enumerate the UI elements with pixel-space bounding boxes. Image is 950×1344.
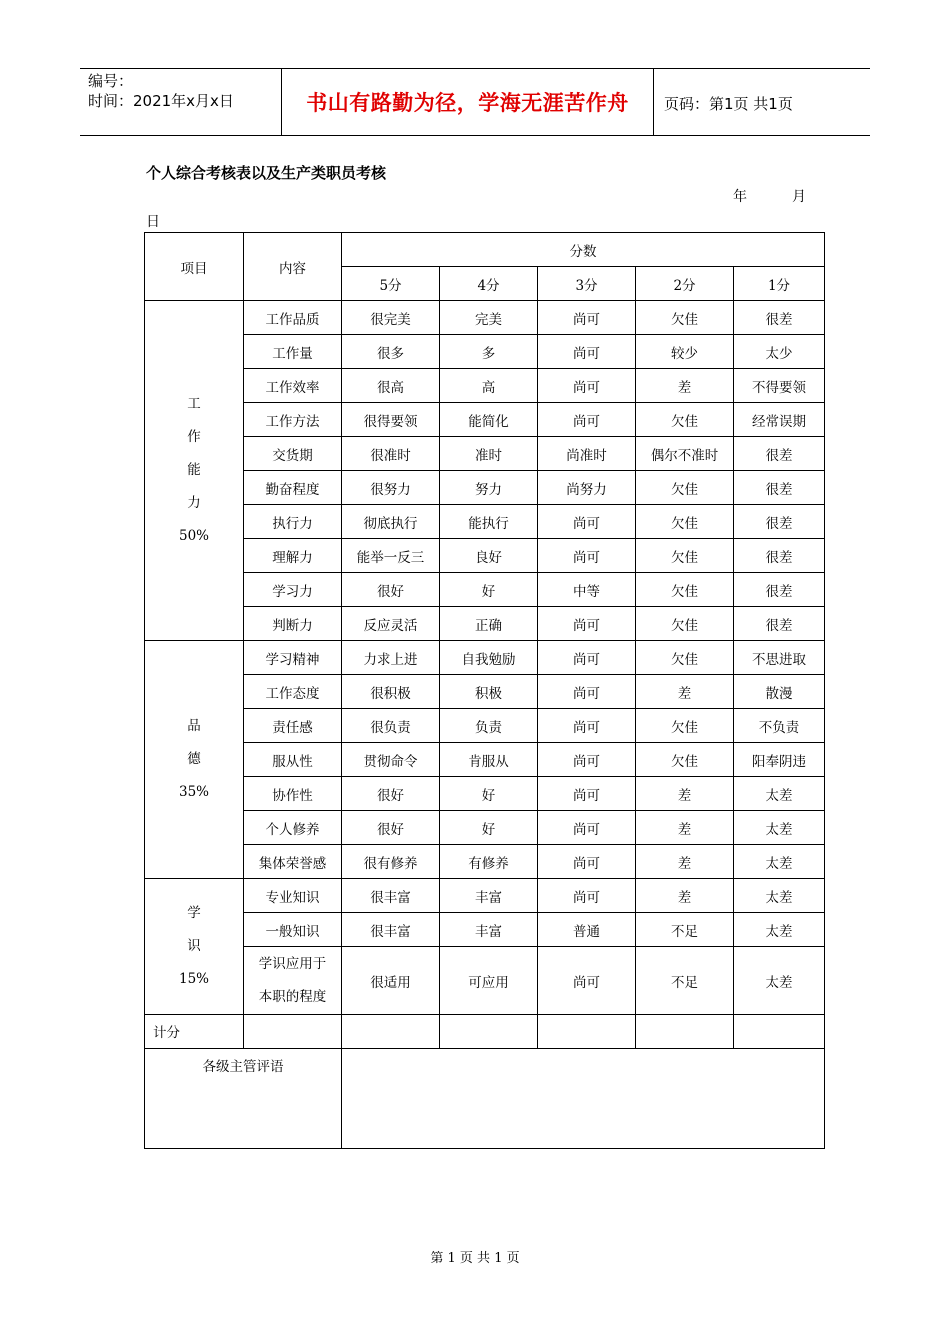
table-row: [145, 403, 825, 437]
page-header: [80, 68, 870, 136]
score-description: 尚可: [538, 369, 636, 403]
criterion-cell: 工作方法: [244, 403, 342, 437]
header-page-label: 页码：第1页 共1页: [664, 95, 793, 113]
score-description: 完美: [440, 301, 538, 335]
group-label-line: 50%: [178, 528, 209, 544]
score-description: 丰富: [440, 913, 538, 947]
score-description: 积极: [440, 675, 538, 709]
table-row: [145, 777, 825, 811]
comment-row: [145, 1049, 825, 1149]
group-label-line: 品: [187, 718, 201, 734]
score-description: 欠佳: [636, 709, 734, 743]
header-meta: [80, 69, 282, 135]
score-description: 力求上进: [342, 641, 440, 675]
criterion-cell: 服从性: [244, 743, 342, 777]
table-row: [145, 743, 825, 777]
table-row: [145, 641, 825, 675]
score-description: 尚可: [538, 335, 636, 369]
score-level-5: 5分: [342, 267, 440, 301]
score-description: 欠佳: [636, 743, 734, 777]
criterion-cell: 工作量: [244, 335, 342, 369]
table-row: [145, 437, 825, 471]
table-row: [145, 913, 825, 947]
criterion-cell: [244, 947, 342, 1015]
total-score-cell[interactable]: [244, 1015, 342, 1049]
score-description: 丰富: [440, 879, 538, 913]
group-label-line: 15%: [178, 971, 209, 987]
score-description: 太差: [734, 811, 825, 845]
score-description: 欠佳: [636, 573, 734, 607]
header-row-1: [145, 233, 825, 267]
score-level-4: 4分: [440, 267, 538, 301]
score-description: 不得要领: [734, 369, 825, 403]
total-score-cell[interactable]: [440, 1015, 538, 1049]
score-description: 太差: [734, 777, 825, 811]
score-description: 欠佳: [636, 301, 734, 335]
group-label: [145, 641, 244, 879]
group-label-line: 识: [187, 938, 201, 954]
score-description: 很差: [734, 573, 825, 607]
header-motto: 书山有路勤为径，学海无涯苦作舟: [282, 69, 654, 135]
score-description: 能执行: [440, 505, 538, 539]
score-description: 很努力: [342, 471, 440, 505]
criterion-cell: 协作性: [244, 777, 342, 811]
table-row: [145, 607, 825, 641]
score-description: 很差: [734, 301, 825, 335]
score-description: 尚可: [538, 607, 636, 641]
score-description: 很好: [342, 777, 440, 811]
score-description: 欠佳: [636, 505, 734, 539]
criterion-line: 学识应用于: [258, 955, 327, 972]
table-row: [145, 675, 825, 709]
criterion-cell: 判断力: [244, 607, 342, 641]
score-description: 欠佳: [636, 607, 734, 641]
col-header-score: 分数: [342, 233, 825, 267]
score-description: 尚可: [538, 777, 636, 811]
score-description: 努力: [440, 471, 538, 505]
score-description: 差: [636, 369, 734, 403]
group-label-line: 德: [187, 751, 201, 767]
comment-area[interactable]: [342, 1049, 825, 1149]
score-description: 负责: [440, 709, 538, 743]
criterion-cell: 学习力: [244, 573, 342, 607]
table-row: [145, 879, 825, 913]
group-label-line: 作: [187, 429, 201, 445]
table-row: [145, 369, 825, 403]
score-description: 差: [636, 777, 734, 811]
score-description: 很适用: [342, 947, 440, 1015]
criterion-cell: 交货期: [244, 437, 342, 471]
score-description: 欠佳: [636, 471, 734, 505]
score-description: 差: [636, 879, 734, 913]
criterion-cell: 责任感: [244, 709, 342, 743]
score-description: 很积极: [342, 675, 440, 709]
score-description: 太差: [734, 845, 825, 879]
score-description: 尚可: [538, 811, 636, 845]
criterion-cell: 工作品质: [244, 301, 342, 335]
score-description: 很得要领: [342, 403, 440, 437]
score-description: 良好: [440, 539, 538, 573]
score-description: 欠佳: [636, 641, 734, 675]
score-description: 散漫: [734, 675, 825, 709]
score-description: 差: [636, 845, 734, 879]
group-label-line: 35%: [178, 784, 209, 800]
score-description: 尚可: [538, 743, 636, 777]
score-description: 不思进取: [734, 641, 825, 675]
score-level-3: 3分: [538, 267, 636, 301]
score-description: 很丰富: [342, 879, 440, 913]
criterion-cell: 工作效率: [244, 369, 342, 403]
criterion-cell: 集体荣誉感: [244, 845, 342, 879]
total-row: [145, 1015, 825, 1049]
score-description: 尚可: [538, 505, 636, 539]
score-description: 好: [440, 573, 538, 607]
score-description: 有修养: [440, 845, 538, 879]
group-label-line: 力: [187, 495, 201, 511]
criterion-cell: 理解力: [244, 539, 342, 573]
table-row: [145, 709, 825, 743]
score-description: 太差: [734, 947, 825, 1015]
score-description: 很好: [342, 573, 440, 607]
score-description: 很丰富: [342, 913, 440, 947]
group-label-line: 学: [187, 905, 201, 921]
score-description: 好: [440, 811, 538, 845]
score-description: 差: [636, 811, 734, 845]
comment-label: 各级主管评语: [145, 1049, 342, 1149]
total-label: 计分: [145, 1015, 244, 1049]
score-description: 中等: [538, 573, 636, 607]
score-description: 不足: [636, 913, 734, 947]
col-header-content: 内容: [244, 233, 342, 301]
group-label-line: 能: [187, 462, 201, 478]
total-score-cell[interactable]: [342, 1015, 440, 1049]
score-description: 欠佳: [636, 403, 734, 437]
score-description: 很差: [734, 607, 825, 641]
col-header-item: 项目: [145, 233, 244, 301]
number-label: 编号：: [88, 72, 134, 90]
time-label: 时间：2021年x月x日: [88, 92, 234, 110]
score-description: 尚可: [538, 539, 636, 573]
score-description: 尚可: [538, 947, 636, 1015]
table-row: [145, 471, 825, 505]
total-score-cell[interactable]: [734, 1015, 825, 1049]
score-description: 欠佳: [636, 539, 734, 573]
score-description: 高: [440, 369, 538, 403]
table-row: [145, 301, 825, 335]
score-description: 尚可: [538, 403, 636, 437]
criterion-cell: 工作态度: [244, 675, 342, 709]
score-description: 尚可: [538, 845, 636, 879]
score-description: 很准时: [342, 437, 440, 471]
score-description: 尚努力: [538, 471, 636, 505]
score-description: 很差: [734, 539, 825, 573]
score-level-1: 1分: [734, 267, 825, 301]
score-description: 好: [440, 777, 538, 811]
score-description: 普通: [538, 913, 636, 947]
score-description: 差: [636, 675, 734, 709]
score-description: 彻底执行: [342, 505, 440, 539]
score-description: 很多: [342, 335, 440, 369]
total-score-cell[interactable]: [636, 1015, 734, 1049]
score-description: 尚可: [538, 879, 636, 913]
score-description: 反应灵活: [342, 607, 440, 641]
score-description: 很好: [342, 811, 440, 845]
table-row: [145, 573, 825, 607]
score-description: 尚准时: [538, 437, 636, 471]
table-row: [145, 947, 825, 1015]
group-label-line: 工: [187, 396, 201, 412]
table-row: [145, 845, 825, 879]
score-description: 经常误期: [734, 403, 825, 437]
score-description: 很差: [734, 437, 825, 471]
score-description: 太差: [734, 913, 825, 947]
score-description: 很负责: [342, 709, 440, 743]
group-label: [145, 879, 244, 1015]
score-description: 尚可: [538, 709, 636, 743]
score-description: 可应用: [440, 947, 538, 1015]
score-description: 很差: [734, 505, 825, 539]
table-row: [145, 539, 825, 573]
criterion-cell: 专业知识: [244, 879, 342, 913]
criterion-line: 本职的程度: [258, 988, 327, 1005]
date-year: 年: [733, 189, 747, 205]
score-description: 自我勉励: [440, 641, 538, 675]
score-description: 很有修养: [342, 845, 440, 879]
score-description: 太少: [734, 335, 825, 369]
table-row: [145, 505, 825, 539]
score-description: 尚可: [538, 641, 636, 675]
table-row: [145, 335, 825, 369]
score-description: 很高: [342, 369, 440, 403]
score-description: 很完美: [342, 301, 440, 335]
criterion-cell: 执行力: [244, 505, 342, 539]
score-description: 多: [440, 335, 538, 369]
score-description: 准时: [440, 437, 538, 471]
score-description: 尚可: [538, 301, 636, 335]
score-level-2: 2分: [636, 267, 734, 301]
score-description: 能举一反三: [342, 539, 440, 573]
criterion-cell: 个人修养: [244, 811, 342, 845]
criterion-cell: 学习精神: [244, 641, 342, 675]
score-description: 正确: [440, 607, 538, 641]
criterion-cell: 勤奋程度: [244, 471, 342, 505]
score-description: 很差: [734, 471, 825, 505]
criterion-cell: 一般知识: [244, 913, 342, 947]
score-description: 尚可: [538, 675, 636, 709]
date-day: 日: [146, 214, 160, 230]
date-month: 月: [792, 189, 806, 205]
score-description: 阳奉阴违: [734, 743, 825, 777]
score-description: 贯彻命令: [342, 743, 440, 777]
score-description: 肯服从: [440, 743, 538, 777]
total-score-cell[interactable]: [538, 1015, 636, 1049]
score-description: 能简化: [440, 403, 538, 437]
page-footer: 第 1 页 共 1 页: [430, 1251, 520, 1266]
score-description: 太差: [734, 879, 825, 913]
group-label: [145, 301, 244, 641]
score-description: 不足: [636, 947, 734, 1015]
assessment-table: [144, 232, 825, 1149]
score-description: 较少: [636, 335, 734, 369]
score-description: 偶尔不准时: [636, 437, 734, 471]
score-description: 不负责: [734, 709, 825, 743]
document-title: 个人综合考核表以及生产类职员考核: [146, 164, 387, 182]
table-row: [145, 811, 825, 845]
